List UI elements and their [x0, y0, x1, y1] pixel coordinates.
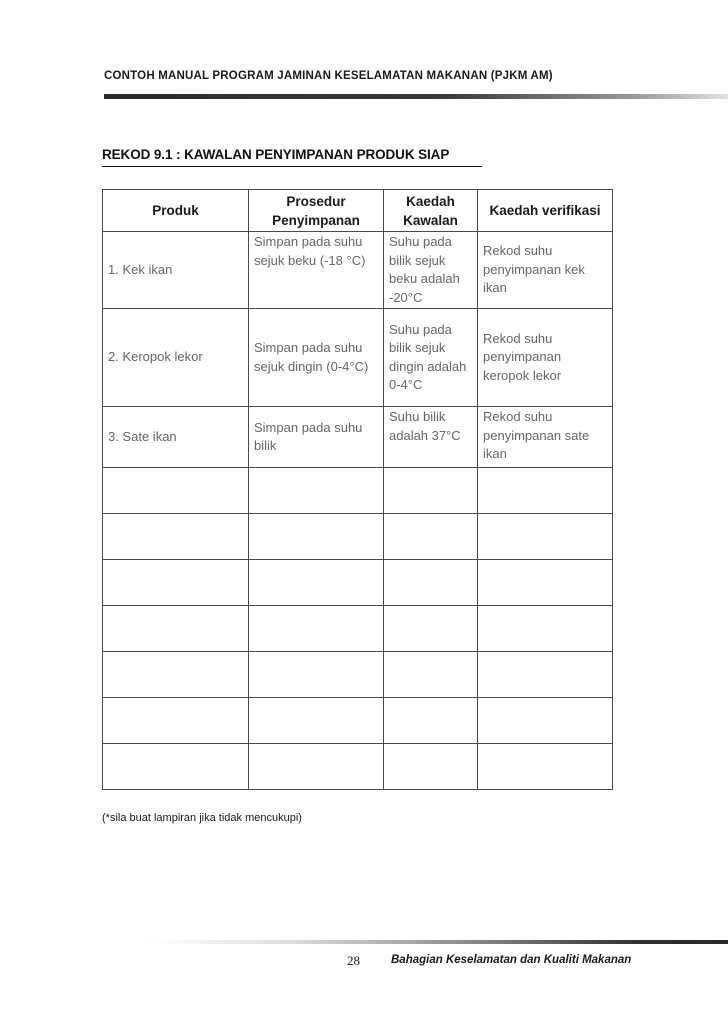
empty-cell	[384, 652, 478, 698]
empty-table-row	[103, 698, 613, 744]
document-header-title: CONTOH MANUAL PROGRAM JAMINAN KESELAMATAN MAKANAN (PJKM AM)	[104, 70, 553, 82]
empty-cell	[103, 606, 249, 652]
empty-cell	[249, 468, 384, 514]
table-row	[103, 309, 613, 407]
empty-cell	[249, 560, 384, 606]
cell-verifikasi: Rekod suhu penyimpanan sate ikan	[478, 407, 613, 468]
table-header-row	[103, 190, 613, 232]
cell-kawalan: Suhu bilik adalah 37°C	[384, 407, 478, 468]
empty-cell	[249, 514, 384, 560]
column-header-produk: Produk	[103, 190, 249, 232]
empty-cell	[249, 606, 384, 652]
record-title: REKOD 9.1 : KAWALAN PENYIMPANAN PRODUK SIAP	[102, 147, 450, 162]
empty-cell	[384, 514, 478, 560]
empty-cell	[384, 698, 478, 744]
empty-cell	[478, 606, 613, 652]
empty-cell	[103, 744, 249, 790]
footer-department-text: Bahagian Keselamatan dan Kualiti Makanan	[391, 954, 632, 966]
column-header-kawalan: Kaedah Kawalan	[384, 190, 478, 232]
empty-cell	[103, 468, 249, 514]
empty-table-row	[103, 514, 613, 560]
empty-cell	[478, 652, 613, 698]
cell-prosedur: Simpan pada suhu sejuk beku (-18 °C)	[249, 232, 384, 309]
empty-cell	[478, 514, 613, 560]
empty-table-row	[103, 744, 613, 790]
empty-cell	[103, 652, 249, 698]
empty-cell	[103, 698, 249, 744]
cell-verifikasi: Rekod suhu penyimpanan kek ikan	[478, 232, 613, 309]
empty-cell	[478, 744, 613, 790]
storage-control-table	[102, 189, 613, 790]
column-header-verifikasi: Kaedah verifikasi	[478, 190, 613, 232]
cell-produk: 1. Kek ikan	[103, 232, 249, 309]
footer-divider	[150, 940, 728, 944]
empty-cell	[249, 652, 384, 698]
empty-table-row	[103, 468, 613, 514]
empty-cell	[384, 560, 478, 606]
footnote: (*sila buat lampiran jika tidak mencukupi)	[102, 812, 302, 824]
empty-cell	[478, 698, 613, 744]
cell-verifikasi: Rekod suhu penyimpanan keropok lekor	[478, 309, 613, 407]
empty-table-row	[103, 652, 613, 698]
table-row	[103, 232, 613, 309]
empty-cell	[384, 468, 478, 514]
header-divider	[104, 94, 728, 99]
empty-cell	[384, 744, 478, 790]
empty-cell	[103, 560, 249, 606]
table-row	[103, 407, 613, 468]
empty-cell	[103, 514, 249, 560]
cell-produk: 3. Sate ikan	[103, 407, 249, 468]
cell-kawalan: Suhu pada bilik sejuk dingin adalah 0-4°C	[384, 309, 478, 407]
empty-table-row	[103, 560, 613, 606]
cell-produk: 2. Keropok lekor	[103, 309, 249, 407]
empty-cell	[478, 468, 613, 514]
empty-cell	[249, 744, 384, 790]
cell-kawalan: Suhu pada bilik sejuk beku adalah -20°C	[384, 232, 478, 309]
empty-cell	[478, 560, 613, 606]
empty-cell	[249, 698, 384, 744]
column-header-prosedur: Prosedur Penyimpanan	[249, 190, 384, 232]
cell-prosedur: Simpan pada suhu bilik	[249, 407, 384, 468]
page-number: 28	[347, 953, 360, 968]
cell-prosedur: Simpan pada suhu sejuk dingin (0-4°C)	[249, 309, 384, 407]
record-title-underline	[102, 166, 482, 167]
empty-cell	[384, 606, 478, 652]
empty-table-row	[103, 606, 613, 652]
